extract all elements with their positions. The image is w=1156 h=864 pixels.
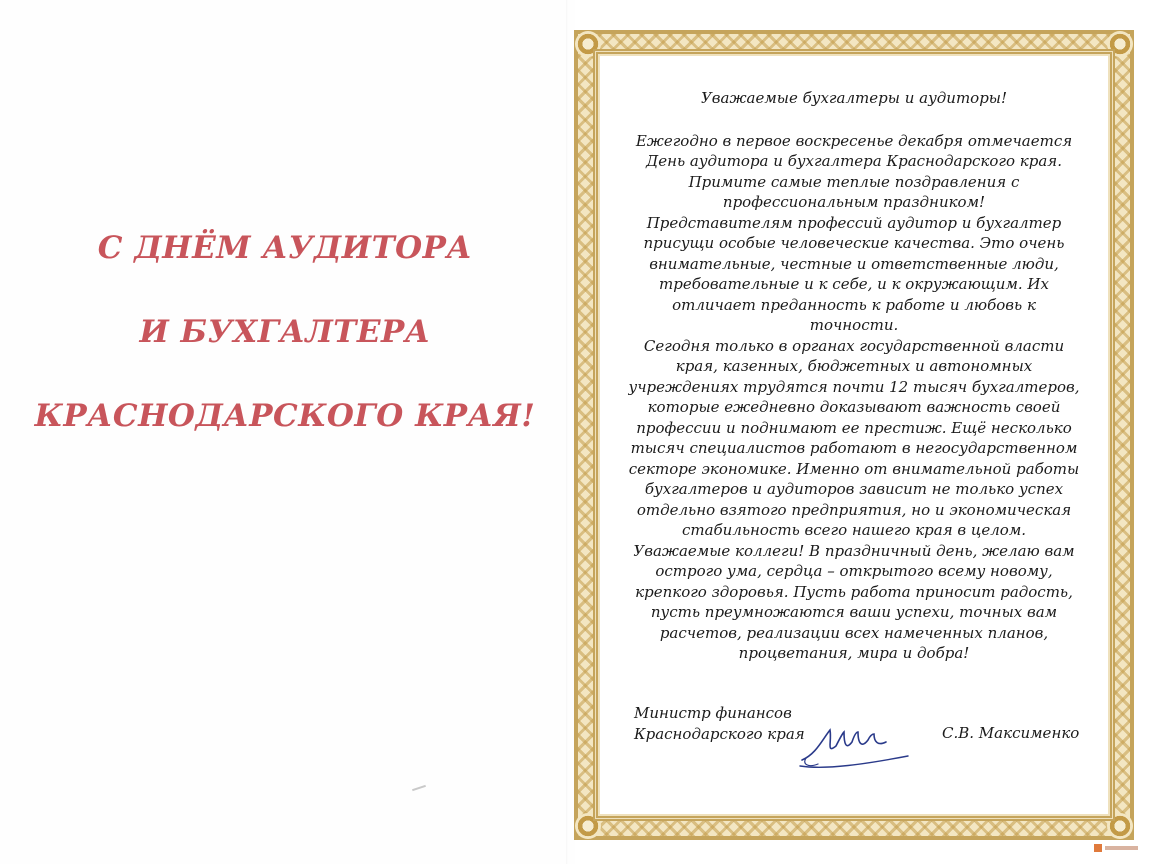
paper-speck bbox=[412, 785, 426, 791]
title-line-1: С ДНЁМ АУДИТОРА bbox=[97, 230, 473, 266]
signatory-title-line-2: Краснодарского края bbox=[634, 725, 805, 743]
title-line-2: И БУХГАЛТЕРА bbox=[139, 314, 431, 350]
printer-logo-icon bbox=[1094, 842, 1140, 854]
signatory-title-line-1: Министр финансов bbox=[634, 704, 792, 722]
letter-paragraph-4: Уважаемые коллеги! В праздничный день, желаю вам острого ума, сердца – открытого всему новому, крепкого здоровья. Пусть работа приносит радость, пусть преумножаются ваши успехи, точных вам расчетов, реализации всех намеченных планов, процветания, мира и добра! bbox=[633, 541, 1075, 662]
signatory-name: С.В. Максименко bbox=[942, 724, 1080, 742]
title-line-3: КРАСНОДАРСКОГО КРАЯ! bbox=[34, 398, 536, 434]
letter-salutation: Уважаемые бухгалтеры и аудиторы! bbox=[700, 89, 1008, 107]
ornament-rosette-icon bbox=[575, 813, 601, 839]
ornament-rosette-icon bbox=[575, 31, 601, 57]
left-page bbox=[0, 0, 575, 864]
page-fold bbox=[566, 0, 568, 864]
signatory-title bbox=[634, 703, 805, 745]
letter-paragraph-3: Сегодня только в органах государственной власти края, казенных, бюджетных и автономных учреждениях трудятся почти 12 тысяч бухгалтеров, которые ежедневно доказывают важность своей профессии и поднимают ее престиж. Ещё несколько тысяч специалистов работают в негосударственном секторе экономике. Именно от внимательной работы бухгалтеров и аудиторов зависит не только успех отдельно взятого предприятия, но и экономическая стабильность всего нашего края в целом. bbox=[628, 336, 1080, 539]
letter-paragraph-2: Представителям профессий аудитор и бухгалтер присущи особые человеческие качества. Это очень внимательные, честные и ответственные люди, требовательные и к себе, и к окружающим. Их отличает преданность к работе и любовь к точности. bbox=[643, 213, 1065, 334]
letter-body bbox=[600, 60, 1108, 664]
handwritten-signature-icon bbox=[796, 720, 914, 772]
ornament-rosette-icon bbox=[1107, 813, 1133, 839]
letter-paragraph-1: Ежегодно в первое воскресенье декабря отмечается День аудитора и бухгалтера Краснодарского края. Примите самые теплые поздравления с профессиональным праздником! bbox=[635, 131, 1073, 211]
ornament-rosette-icon bbox=[1107, 31, 1133, 57]
